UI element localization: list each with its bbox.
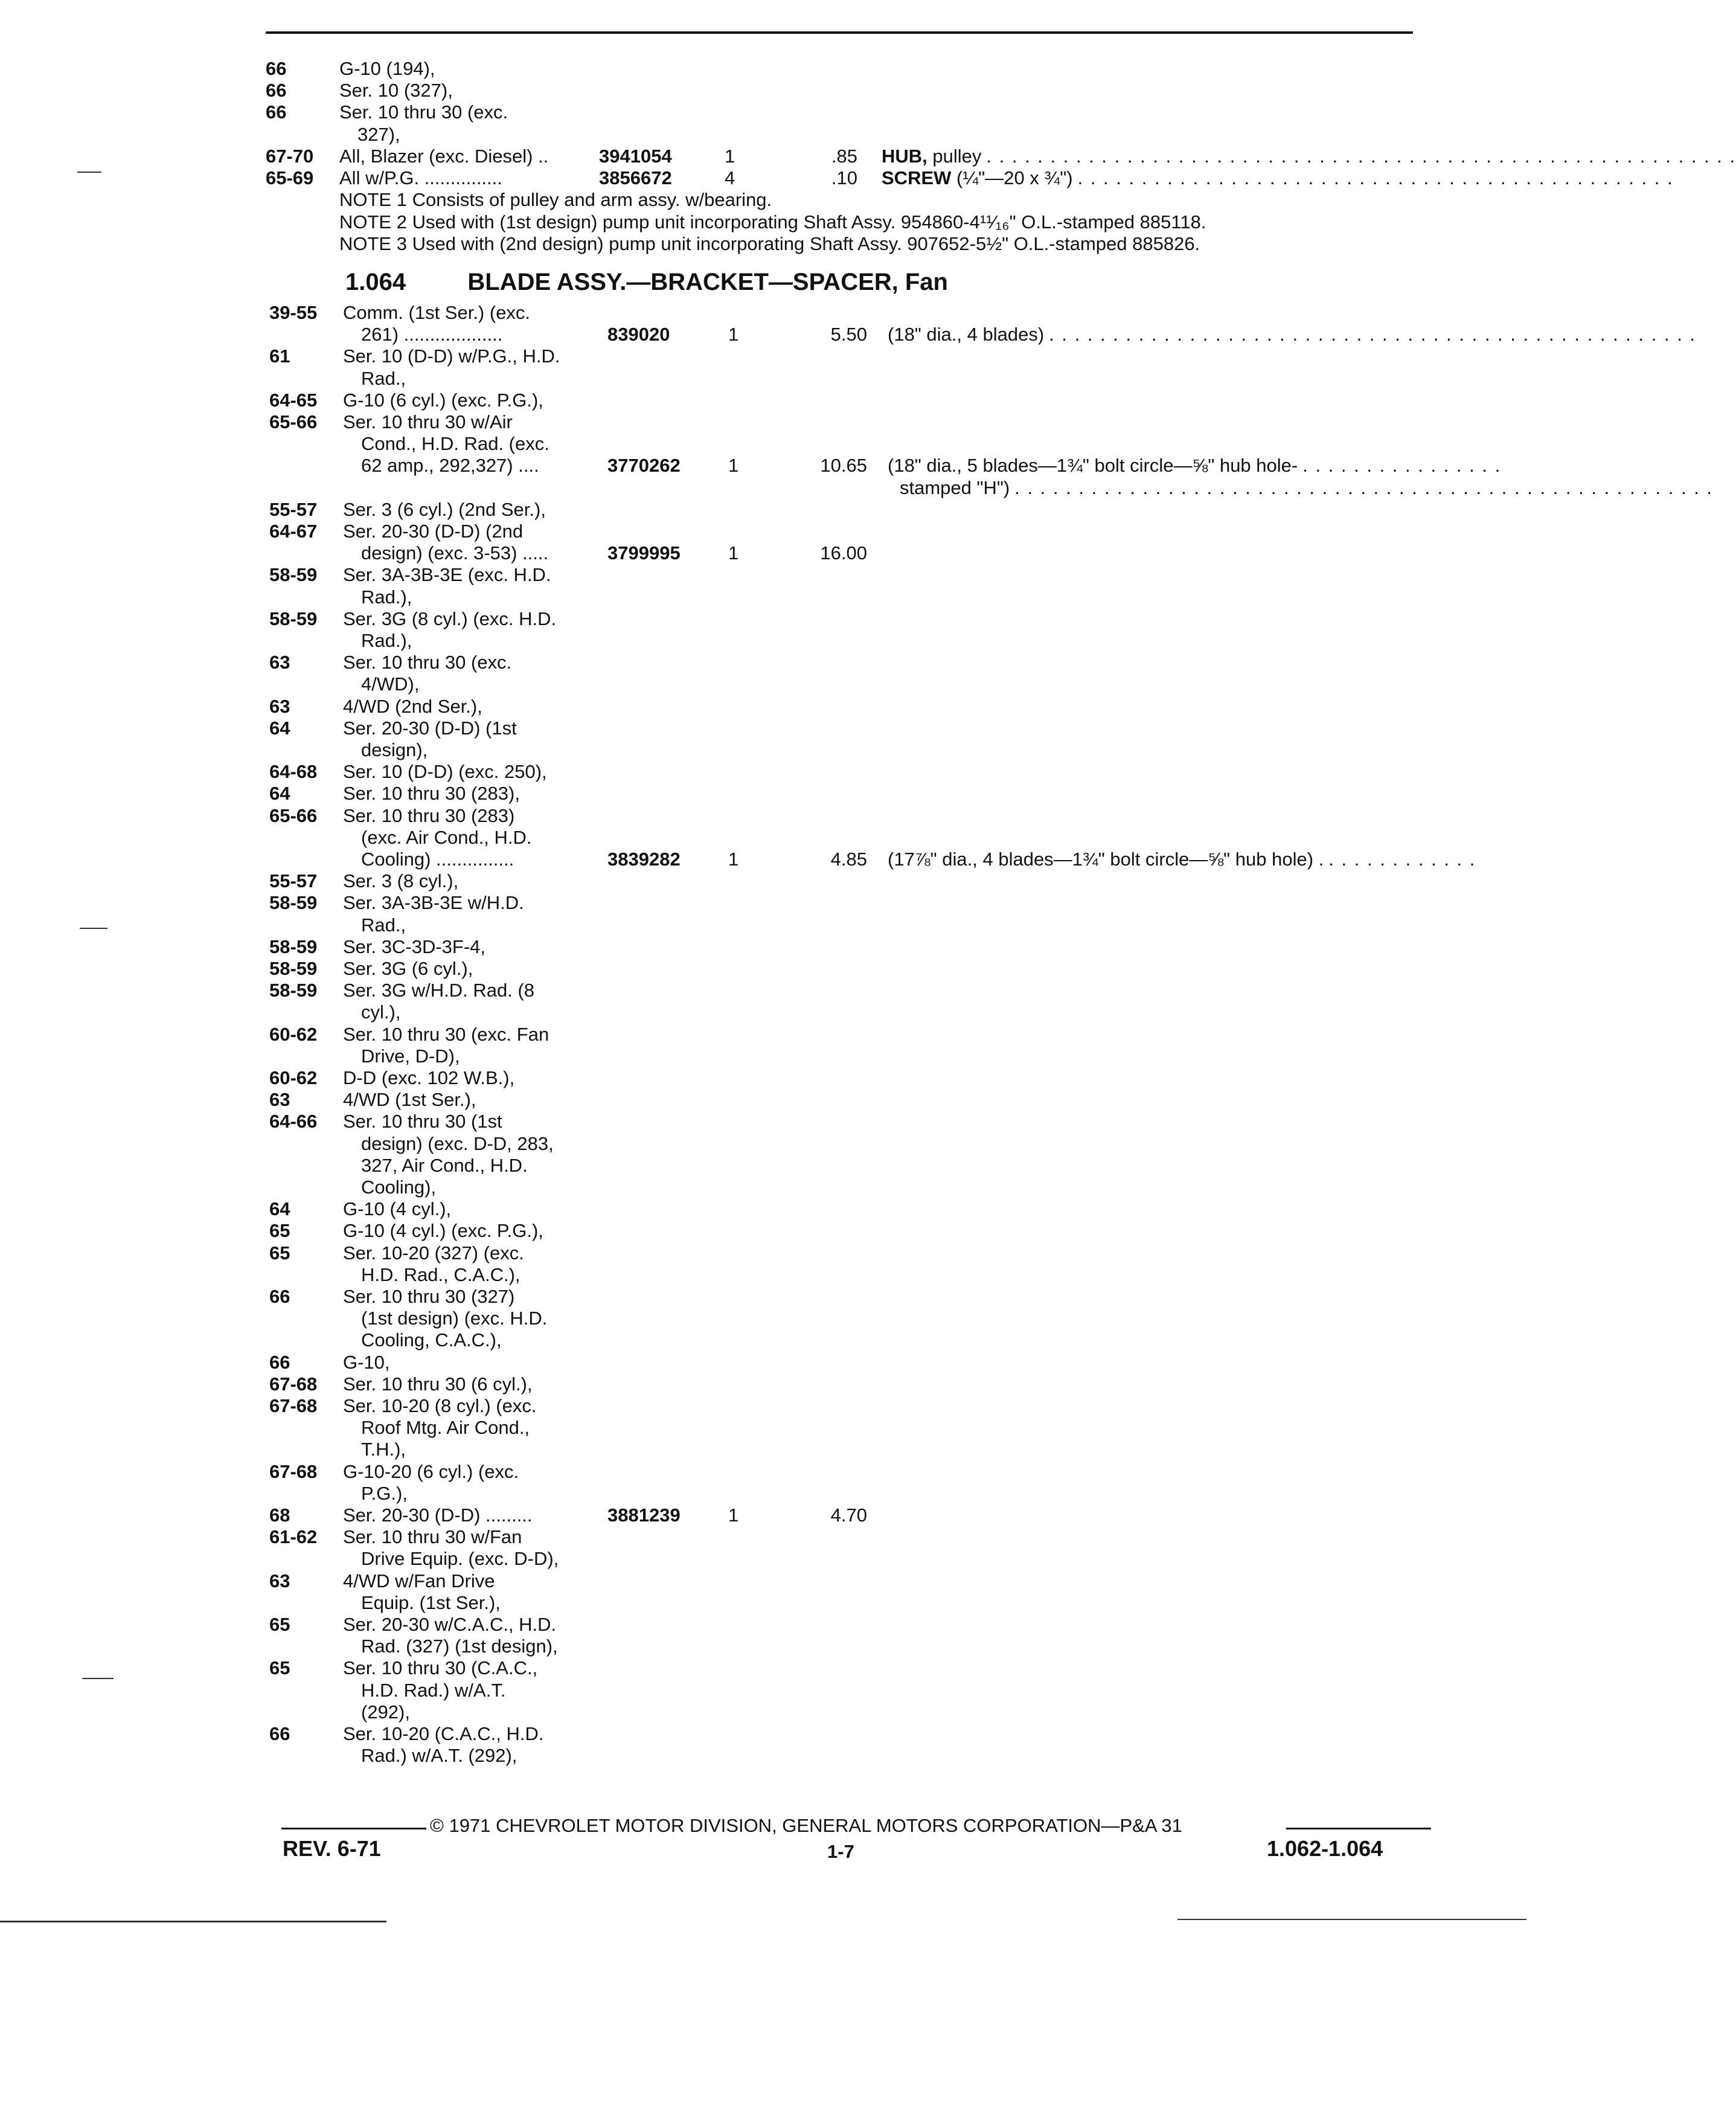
footnote: NOTE 1 Consists of pulley and arm assy. w/bearing.	[339, 189, 772, 210]
year-range: 60-62	[269, 1067, 318, 1088]
year-range: 64-66	[269, 1111, 318, 1132]
leader-dots: . . . . . . . . . . . . . . . . . . . . . . . . . . . . . . . . . . . . . . . . . . . . . . .	[1077, 167, 1674, 188]
year-range: 66	[269, 1351, 290, 1373]
footnote: NOTE 3 Used with (2nd design) pump unit incorporating Shaft Assy. 907652-5½" O.L.-stamped 885826.	[339, 233, 1200, 254]
application-description: Ser. 10 thru 30 (283),	[343, 783, 520, 804]
year-range: 67-68	[269, 1373, 318, 1395]
application-description: Ser. 20-30 w/C.A.C., H.D.	[343, 1614, 557, 1635]
year-range: 66	[266, 101, 287, 123]
year-range: 64-67	[269, 521, 318, 542]
part-specification	[888, 324, 1044, 345]
application-description: Ser. 10 thru 30 w/Fan	[343, 1526, 522, 1548]
application-description-cont: Cooling, C.A.C.),	[361, 1329, 502, 1351]
footnote: NOTE 2 Used with (1st design) pump unit incorporating Shaft Assy. 954860-4¹¹⁄₁₆" O.L.-stamped 885118.	[339, 211, 1206, 233]
application-description: Ser. 10-20 (8 cyl.) (exc.	[343, 1395, 537, 1416]
revision-label: REV. 6-71	[283, 1836, 381, 1861]
part-number: 3839282	[607, 849, 681, 870]
application-description-cont: 4/WD),	[361, 673, 420, 695]
year-range: 66	[269, 1723, 290, 1744]
leader-dots: . . . . . . . . . . . . . . . . . . . . . . . . . . . . . . . . . . . . . . . . . . . . . . . . . . . . . . . . . . .	[986, 145, 1736, 167]
application-description: Ser. 10 (327),	[339, 80, 453, 101]
application-description: Ser. 10 thru 30 (1st	[343, 1111, 502, 1132]
application-description: Ser. 10 thru 30 (6 cyl.),	[343, 1373, 533, 1395]
list-price: .10	[831, 167, 857, 188]
part-specification-cont: stamped "H")	[900, 477, 1010, 498]
application-description: G-10,	[343, 1351, 390, 1373]
application-description: Ser. 3G w/H.D. Rad. (8	[343, 980, 534, 1001]
part-spec-text: (17⅞" dia., 4 blades—1¾" bolt circle—⅝" hub hole) .	[888, 849, 1324, 870]
application-description: Ser. 10 thru 30 (283)	[343, 804, 515, 826]
bottom-edge-line	[0, 1921, 386, 1922]
part-name: HUB,	[882, 145, 927, 167]
margin-mark	[82, 1678, 114, 1679]
application-description: Ser. 3 (8 cyl.),	[343, 870, 459, 892]
year-range: 66	[266, 58, 287, 79]
part-number: 839020	[607, 324, 670, 345]
bottom-edge-line	[1177, 1919, 1526, 1920]
margin-mark	[77, 172, 101, 173]
application-description-cont: (292),	[361, 1701, 410, 1723]
application-description-cont: Drive, D-D),	[361, 1045, 460, 1067]
application-description: G-10 (4 cyl.) (exc. P.G.),	[343, 1220, 543, 1242]
year-range: 63	[269, 1570, 290, 1591]
year-range: 64	[269, 1198, 290, 1220]
year-range: 55-57	[269, 498, 318, 520]
part-spec-text: (18" dia., 5 blades—1¾" bolt circle—⅝" hub hole-	[888, 455, 1298, 477]
application-description-cont: design) (exc. 3-53) .....	[361, 542, 549, 564]
year-range: 65	[269, 1614, 290, 1635]
application-description: Ser. 20-30 (D-D) (2nd	[343, 521, 524, 542]
year-range: 64-68	[269, 761, 318, 783]
application-description-cont: Rad. (327) (1st design),	[361, 1636, 558, 1657]
application-description: Ser. 3G (6 cyl.),	[343, 958, 473, 979]
quantity: 1	[728, 542, 739, 564]
application-description-cont: Roof Mtg. Air Cond.,	[361, 1417, 530, 1439]
year-range: 65-66	[269, 804, 318, 826]
year-range: 39-55	[269, 302, 318, 323]
application-description-cont: 62 amp., 292,327) ....	[361, 455, 539, 477]
year-range: 63	[269, 695, 290, 717]
application-description-cont: (exc. Air Cond., H.D.	[361, 826, 532, 848]
part-specification	[888, 849, 1324, 870]
year-range: 67-68	[269, 1395, 318, 1416]
footer-rule-left	[281, 1828, 426, 1829]
application-description: Ser. 10 thru 30 (exc. Fan	[343, 1023, 549, 1045]
application-description-cont: design) (exc. D-D, 283,	[361, 1132, 554, 1154]
application-description: Ser. 3A-3B-3E (exc. H.D.	[343, 564, 551, 586]
year-range: 65	[269, 1220, 290, 1242]
list-price: 10.65	[820, 455, 867, 477]
application-description: G-10 (194),	[339, 58, 435, 79]
year-range: 55-57	[269, 870, 318, 892]
application-description: G-10 (4 cyl.),	[343, 1198, 452, 1220]
top-rule	[266, 31, 1413, 34]
quantity: 4	[725, 167, 735, 188]
quantity: 1	[728, 1505, 739, 1526]
year-range: 64	[269, 717, 290, 739]
application-description: Ser. 10 thru 30 (exc.	[339, 101, 508, 123]
part-spec-text: (¼"—20 x ¾")	[956, 167, 1073, 188]
year-range: 66	[269, 1286, 290, 1307]
application-description: All w/P.G. ...............	[339, 167, 502, 188]
year-range: 65-69	[266, 167, 314, 188]
year-range: 58-59	[269, 958, 318, 979]
application-description-cont: 327),	[357, 123, 400, 145]
application-description-cont: 261) ...................	[361, 324, 503, 345]
application-description: Ser. 3A-3B-3E w/H.D.	[343, 892, 524, 914]
application-description: Ser. 10 thru 30 (327)	[343, 1286, 515, 1307]
page-number: 1-7	[827, 1841, 854, 1862]
part-name: SCREW	[882, 167, 952, 188]
list-price: 4.85	[830, 849, 867, 870]
year-range: 64-65	[269, 389, 318, 411]
year-range: 67-68	[269, 1460, 318, 1482]
application-description-cont: Rad.,	[361, 367, 406, 389]
year-range: 58-59	[269, 892, 318, 914]
application-description: D-D (exc. 102 W.B.),	[343, 1067, 515, 1088]
year-range: 60-62	[269, 1023, 318, 1045]
application-description: Ser. 10 (D-D) w/P.G., H.D.	[343, 345, 560, 367]
part-number: 3799995	[607, 542, 681, 564]
leader-dots: . . . . . . . . . . . .	[1328, 849, 1476, 870]
copyright-line: © 1971 CHEVROLET MOTOR DIVISION, GENERAL MOTORS CORPORATION—P&A 31	[430, 1815, 1182, 1836]
application-description-cont: P.G.),	[361, 1482, 408, 1504]
application-description-cont: Cooling) ...............	[361, 849, 514, 870]
application-description-cont: Rad.),	[361, 630, 412, 651]
leader-dots: . . . . . . . . . . . . . . . . . . . . . . . . . . . . . . . . . . . . . . . . . . . . . . . . . . . . . . .	[1014, 477, 1714, 498]
application-description-cont: 327, Air Cond., H.D.	[361, 1154, 528, 1176]
application-description: 4/WD (2nd Ser.),	[343, 695, 482, 717]
year-range: 65-66	[269, 411, 318, 432]
part-specification	[882, 167, 1073, 189]
application-description: Ser. 20-30 (D-D) .........	[343, 1505, 533, 1526]
quantity: 1	[728, 849, 739, 870]
part-number: 3881239	[607, 1505, 681, 1526]
part-number: 3941054	[599, 145, 672, 167]
application-description: Ser. 3 (6 cyl.) (2nd Ser.),	[343, 498, 546, 520]
application-description-cont: design),	[361, 739, 428, 760]
quantity: 1	[725, 145, 735, 167]
part-number: 3856672	[599, 167, 672, 188]
leader-dots: . . . . . . . . . . . . . . . .	[1302, 455, 1502, 477]
application-description: 4/WD w/Fan Drive	[343, 1570, 495, 1591]
year-range: 64	[269, 783, 290, 804]
application-description-cont: (1st design) (exc. H.D.	[361, 1308, 548, 1329]
quantity: 1	[728, 324, 739, 345]
leader-dots: . . . . . . . . . . . . . . . . . . . . . . . . . . . . . . . . . . . . . . . . . . . . . . . . . . .	[1049, 324, 1697, 345]
application-description: G-10 (6 cyl.) (exc. P.G.),	[343, 389, 543, 411]
application-description-cont: Cooling),	[361, 1177, 437, 1198]
year-range: 68	[269, 1505, 290, 1526]
year-range: 58-59	[269, 564, 318, 586]
application-description: 4/WD (1st Ser.),	[343, 1089, 476, 1111]
application-description: G-10-20 (6 cyl.) (exc.	[343, 1460, 519, 1482]
list-price: 5.50	[830, 324, 867, 345]
application-description: Ser. 3C-3D-3F-4,	[343, 936, 486, 957]
footer-rule-right	[1286, 1828, 1431, 1829]
section-title: BLADE ASSY.—BRACKET—SPACER, Fan	[467, 269, 948, 295]
quantity: 1	[728, 455, 739, 477]
application-description: Ser. 10 thru 30 w/Air	[343, 411, 513, 432]
application-description-cont: Drive Equip. (exc. D-D),	[361, 1548, 559, 1570]
part-specification	[888, 455, 1298, 477]
year-range: 66	[266, 80, 287, 101]
part-spec-text: pulley	[932, 145, 982, 167]
application-description: Ser. 20-30 (D-D) (1st	[343, 717, 517, 739]
part-specification	[882, 146, 981, 167]
application-description: All, Blazer (exc. Diesel) ..	[339, 145, 549, 167]
list-price: .85	[831, 145, 857, 167]
application-description-cont: H.D. Rad., C.A.C.),	[361, 1264, 520, 1285]
part-number: 3770262	[607, 455, 681, 477]
year-range: 58-59	[269, 608, 318, 629]
list-price: 4.70	[830, 1505, 867, 1526]
application-description: Ser. 10 (D-D) (exc. 250),	[343, 761, 547, 783]
year-range: 65	[269, 1242, 290, 1264]
year-range: 63	[269, 1089, 290, 1111]
application-description-cont: Rad.),	[361, 586, 412, 608]
application-description: Ser. 10-20 (327) (exc.	[343, 1242, 524, 1264]
application-description-cont: cyl.),	[361, 1001, 401, 1023]
section-range: 1.062-1.064	[1267, 1836, 1383, 1861]
section-heading	[345, 269, 948, 296]
year-range: 63	[269, 652, 290, 673]
application-description: Ser. 3G (8 cyl.) (exc. H.D.	[343, 608, 557, 629]
list-price: 16.00	[820, 542, 867, 564]
application-description-cont: H.D. Rad.) w/A.T.	[361, 1679, 506, 1701]
application-description-cont: Cond., H.D. Rad. (exc.	[361, 433, 549, 455]
part-spec-text: (18" dia., 4 blades)	[888, 324, 1045, 345]
section-number: 1.064	[345, 269, 406, 295]
application-description-cont: Equip. (1st Ser.),	[361, 1591, 501, 1613]
application-description-cont: Rad.,	[361, 914, 406, 936]
year-range: 61-62	[269, 1526, 318, 1548]
year-range: 58-59	[269, 936, 318, 957]
application-description: Comm. (1st Ser.) (exc.	[343, 302, 531, 323]
application-description-cont: T.H.),	[361, 1439, 406, 1460]
application-description: Ser. 10 thru 30 (exc.	[343, 652, 512, 673]
application-description-cont: Rad.) w/A.T. (292),	[361, 1745, 517, 1767]
margin-mark	[80, 928, 107, 929]
year-range: 58-59	[269, 980, 318, 1001]
application-description: Ser. 10 thru 30 (C.A.C.,	[343, 1657, 538, 1679]
application-description: Ser. 10-20 (C.A.C., H.D.	[343, 1723, 544, 1744]
year-range: 65	[269, 1657, 290, 1679]
year-range: 67-70	[266, 145, 314, 167]
year-range: 61	[269, 345, 290, 367]
